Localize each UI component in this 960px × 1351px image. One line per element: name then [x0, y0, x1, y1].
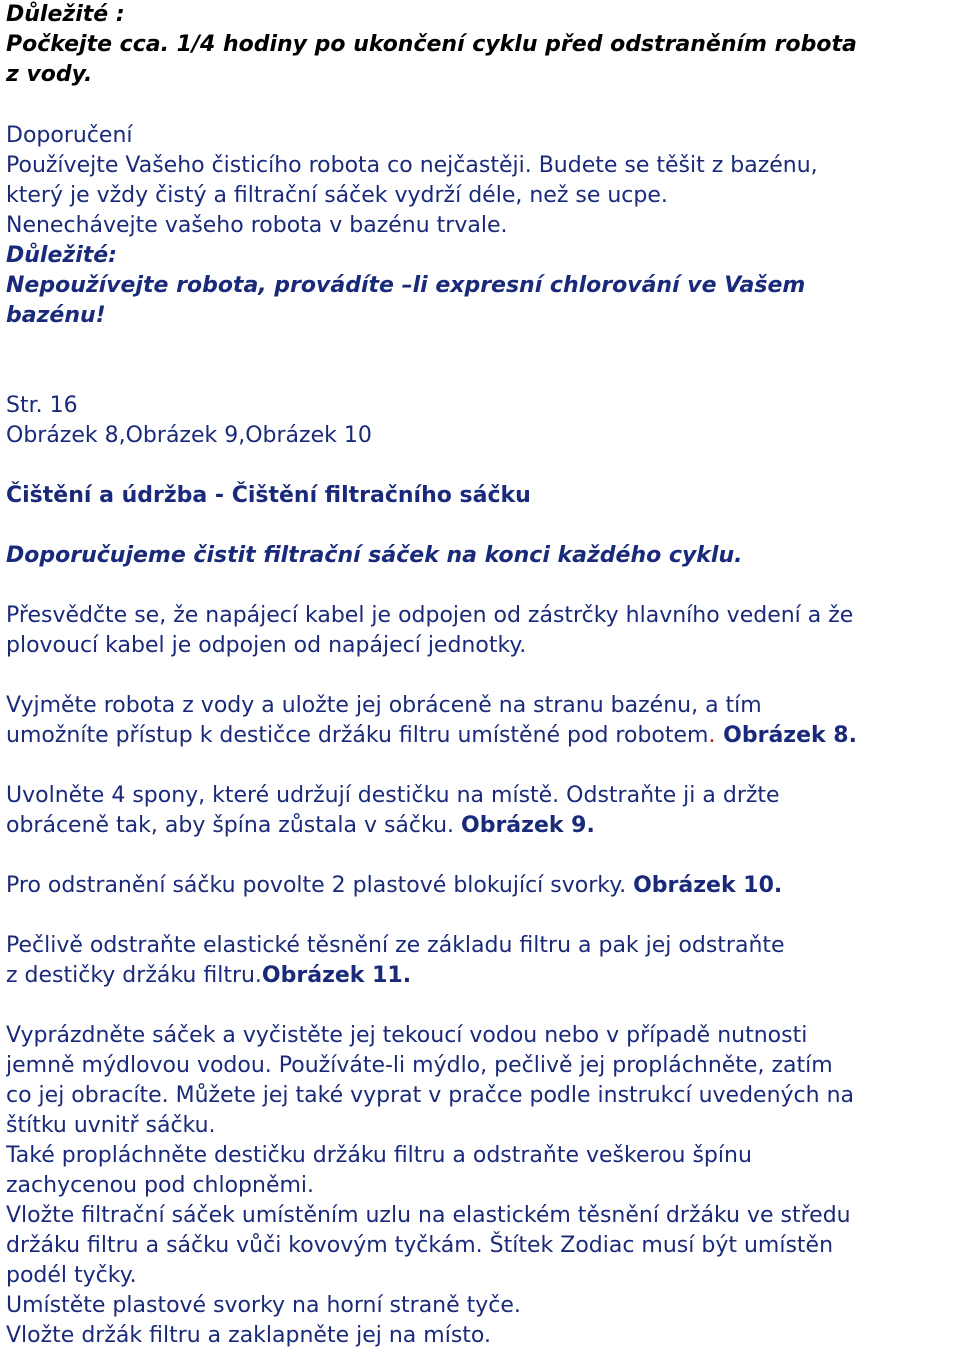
paragraph-line: štítku uvnitř sáčku.: [6, 1113, 216, 1138]
figure-reference: Obrázek 8.: [715, 723, 857, 748]
spacer: [6, 991, 954, 1021]
paragraph-line: plovoucí kabel je odpojen od napájecí jednotky.: [6, 633, 527, 658]
figure-references: Obrázek 8,Obrázek 9,Obrázek 10: [6, 423, 372, 448]
spacer: [6, 751, 954, 781]
paragraph-line: co jej obracíte. Můžete jej také vyprat v pračce podle instrukcí uvedených na: [6, 1083, 855, 1108]
page-number: Str. 16: [6, 393, 78, 418]
figure-reference: Obrázek 11.: [261, 963, 412, 988]
paragraph-line: Přesvědčte se, že napájecí kabel je odpojen od zástrčky hlavního vedení a že: [6, 603, 854, 628]
paragraph-line: Také propláchněte destičku držáku filtru a odstraňte veškerou špínu: [6, 1143, 752, 1168]
paragraph-line: [6, 721, 954, 751]
spacer: [6, 90, 954, 121]
paragraph-line: [6, 961, 954, 991]
paragraph-text: obráceně tak, aby špína zůstala v sáčku.: [6, 813, 461, 838]
paragraph-text: z destičky držáku filtru.: [6, 963, 262, 988]
important-heading: Důležité :: [6, 2, 125, 27]
spacer: [6, 571, 954, 601]
section-subtitle: Doporučujeme čistit filtrační sáček na konci každého cyklu.: [6, 543, 743, 568]
paragraph-line: držáku filtru a sáčku vůči kovovým tyčkám. Štítek Zodiac musí být umístěn: [6, 1233, 834, 1258]
spacer: [6, 661, 954, 691]
recommendation-line: Používejte Vašeho čisticího robota co nejčastěji. Budete se těšit z bazénu,: [6, 153, 818, 178]
important-text-line: Nepoužívejte robota, provádíte –li expresní chlorování ve Vašem: [6, 273, 806, 298]
spacer: [6, 451, 954, 481]
paragraph-line: Uvolněte 4 spony, které udržují destičku na místě. Odstraňte ji a držte: [6, 783, 780, 808]
important-text-line: bazénu!: [6, 303, 106, 328]
paragraph-line: podél tyčky.: [6, 1263, 137, 1288]
paragraph-line: Umístěte plastové svorky na horní straně tyče.: [6, 1293, 521, 1318]
paragraph-line: Vyprázdněte sáček a vyčistěte jej tekoucí vodou nebo v případě nutnosti: [6, 1023, 808, 1048]
paragraph-text: Pro odstranění sáčku povolte 2 plastové blokující svorky.: [6, 873, 634, 898]
spacer: [6, 511, 954, 541]
spacer: [6, 331, 954, 391]
paragraph-line: Vložte filtrační sáček umístěním uzlu na elastickém těsnění držáku ve středu: [6, 1203, 851, 1228]
spacer: [6, 901, 954, 931]
important-text-line: z vody.: [6, 62, 93, 87]
figure-reference: Obrázek 10.: [633, 873, 783, 898]
paragraph-text: umožníte přístup k destičce držáku filtru umístěné pod robotem: [6, 723, 709, 748]
paragraph-line: Vyjměte robota z vody a uložte jej obráceně na stranu bazénu, a tím: [6, 693, 762, 718]
paragraph-line: jemně mýdlovou vodou. Používáte-li mýdlo, pečlivě jej propláchněte, zatím: [6, 1053, 833, 1078]
paragraph-line: zachycenou pod chlopněmi.: [6, 1173, 315, 1198]
recommendation-heading: Doporučení: [6, 123, 133, 148]
section-title: Čištění a údržba - Čištění filtračního sáčku: [6, 483, 531, 508]
spacer: [6, 841, 954, 871]
paragraph-line: Vložte držák filtru a zaklapněte jej na místo.: [6, 1323, 491, 1348]
paragraph-line: Pečlivě odstraňte elastické těsnění ze základu filtru a pak jej odstraňte: [6, 933, 785, 958]
important-text-line: Počkejte cca. 1/4 hodiny po ukončení cyklu před odstraněním robota: [6, 32, 857, 57]
figure-reference: Obrázek 9.: [461, 813, 595, 838]
paragraph-punctuation: .: [708, 723, 716, 748]
recommendation-line: který je vždy čistý a filtrační sáček vydrží déle, než se ucpe.: [6, 183, 668, 208]
paragraph-line: [6, 811, 954, 841]
recommendation-line: Nenechávejte vašeho robota v bazénu trvale.: [6, 213, 508, 238]
paragraph-line: [6, 871, 954, 901]
important-heading: Důležité:: [6, 243, 117, 268]
